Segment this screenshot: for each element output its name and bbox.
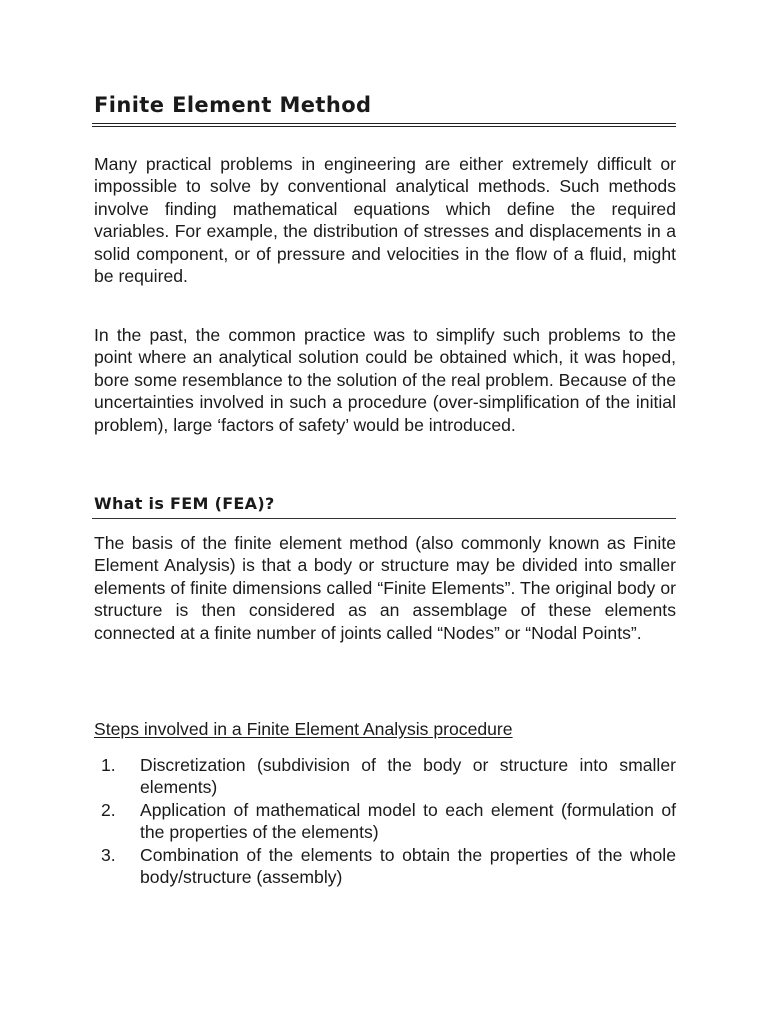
fem-paragraph: The basis of the finite element method (also commonly known as Finite Element Analysis) is that a body or structure may be divided into smaller elements of finite dimensions called “Finite Elements”. The original body or structure is then considered as an assemblage of these elements connected at a finite number of joints called “Nodes” or “Nodal Points”. xyxy=(94,533,676,643)
fem-heading-rule xyxy=(92,518,676,519)
intro-paragraph-2: In the past, the common practice was to simplify such problems to the point where an analytical solution could be obtained which, it was hoped, bore some resemblance to the solution of the real problem. Because of the uncertainties involved in such a procedure (over-simplification of the initial problem), large ‘factors of safety’ would be introduced. xyxy=(94,325,676,435)
fem-section-heading: What is FEM (FEA)? xyxy=(94,494,275,513)
list-item xyxy=(94,844,676,889)
step-number: 1. xyxy=(101,755,116,775)
steps-list xyxy=(94,754,676,888)
step-number: 3. xyxy=(101,844,116,865)
intro-paragraph-1: Many practical problems in engineering are either extremely difficult or impossible to solve by conventional analytical methods. Such methods involve finding mathematical equations which define the required variables. For example, the distribution of stresses and displacements in a solid component, or of pressure and velocities in the flow of a fluid, might be required. xyxy=(94,154,676,287)
step-number: 2. xyxy=(101,799,116,820)
list-item xyxy=(94,799,676,844)
steps-heading: Steps involved in a Finite Element Analysis procedure xyxy=(94,719,513,739)
title-double-rule xyxy=(92,123,676,127)
step-text: Discretization (subdivision of the body or structure into smaller elements) xyxy=(140,755,676,798)
list-item xyxy=(94,754,676,799)
step-text: Combination of the elements to obtain the properties of the whole body/structure (assembly) xyxy=(140,844,676,888)
page-title: Finite Element Method xyxy=(94,93,372,117)
step-text: Application of mathematical model to each element (formulation of the properties of the elements) xyxy=(140,799,676,843)
